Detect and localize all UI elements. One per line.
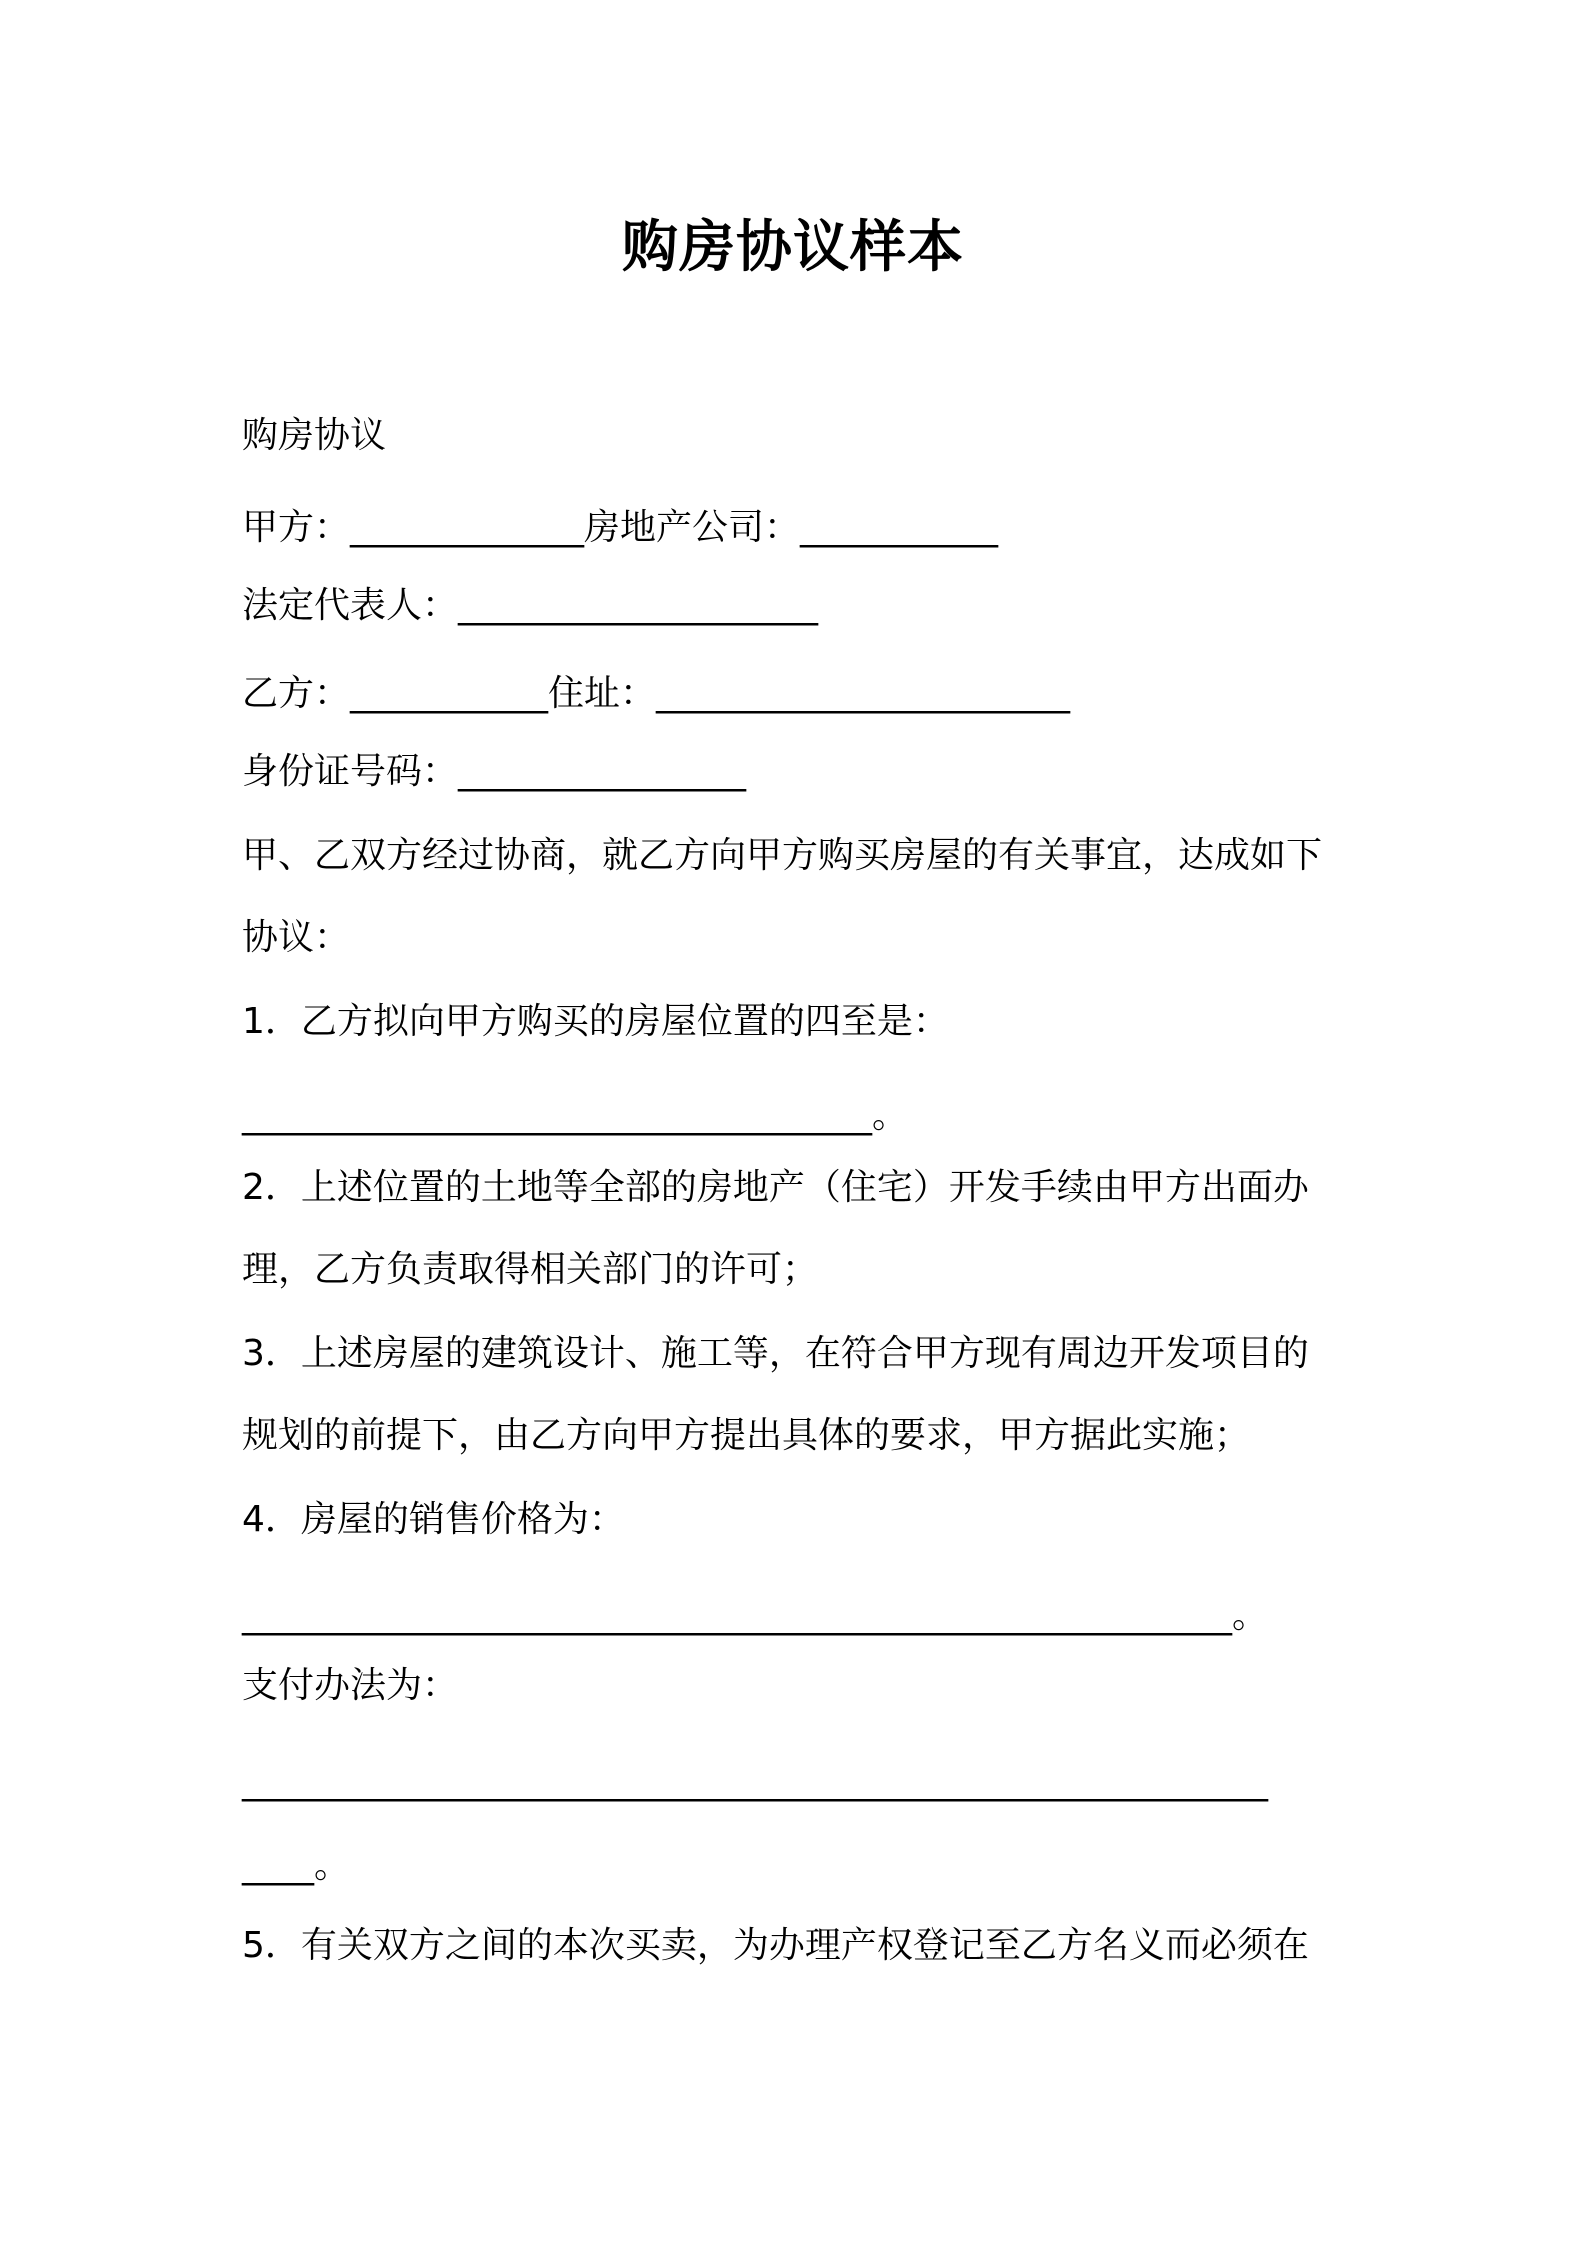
legal-representative-line: 法定代表人：____________________ — [242, 585, 819, 626]
clause-4-line-1: 4．房屋的销售价格为： — [242, 1499, 625, 1540]
id-number-line: 身份证号码：________________ — [242, 751, 747, 792]
clause-4-blank: _______________________________________________________。 — [242, 1595, 1268, 1636]
clause-5-line-1: 5．有关双方之间的本次买卖，为办理产权登记至乙方名义而必须在 — [242, 1925, 1309, 1966]
payment-blank-line-1: _________________________________________________________ — [242, 1761, 1268, 1802]
party-b-line: 乙方：___________住址：_______________________ — [242, 673, 1071, 714]
clause-3-line-2: 规划的前提下，由乙方向甲方提出具体的要求，甲方据此实施； — [242, 1415, 1251, 1456]
intro-paragraph-line-1: 甲、乙双方经过协商，就乙方向甲方购买房屋的有关事宜，达成如下 — [242, 835, 1323, 876]
clause-2-line-2: 理，乙方负责取得相关部门的许可； — [242, 1249, 819, 1290]
payment-label: 支付办法为： — [242, 1665, 459, 1706]
document-title: 购房协议样本 — [622, 215, 964, 280]
clause-3-line-1: 3．上述房屋的建筑设计、施工等，在符合甲方现有周边开发项目的 — [242, 1333, 1309, 1374]
clause-2-line-1: 2．上述位置的土地等全部的房地产（住宅）开发手续由甲方出面办 — [242, 1167, 1309, 1208]
clause-1-blank: ___________________________________。 — [242, 1095, 908, 1136]
agreement-heading: 购房协议 — [242, 415, 387, 456]
clause-1-line-1: 1．乙方拟向甲方购买的房屋位置的四至是： — [242, 1001, 949, 1042]
payment-blank-line-2: ____。 — [242, 1845, 351, 1886]
party-a-line: 甲方：_____________房地产公司：___________ — [242, 507, 999, 548]
intro-paragraph-line-2: 协议： — [242, 917, 351, 958]
